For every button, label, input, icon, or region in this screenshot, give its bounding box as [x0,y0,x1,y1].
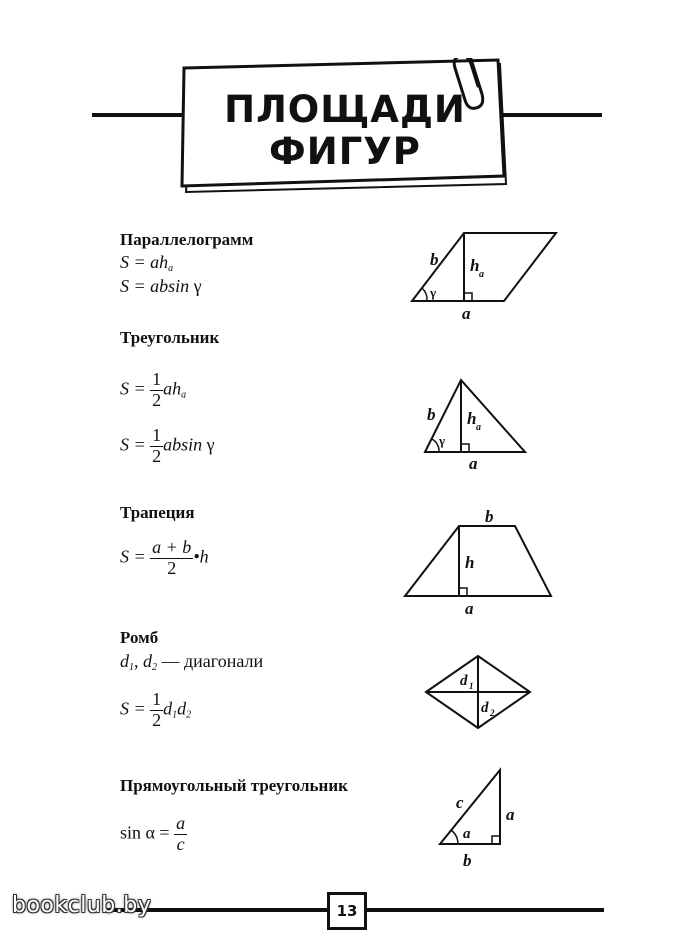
triangle-formula-2: S = $\frac{1}{2}$ absin γ [120,425,215,466]
parallelogram-label-b: b [430,250,439,269]
trapezoid-diagram [395,502,565,620]
rhombus-label-d1: d [460,673,468,689]
page-title-line1: ПЛОЩАДИ [224,88,466,131]
trapezoid-label-h: h [465,553,475,572]
page-number: 13 [327,892,367,930]
trapezoid-heading: Трапеция [120,503,195,522]
rhombus-label-d1-sub: 1 [469,681,474,691]
rhombus-label-d2-sub: 2 [490,708,495,718]
rhombus-diagram [420,652,540,734]
parallelogram-label-h: h [470,256,480,275]
triangle-label-a: a [469,454,478,473]
right-triangle-label-a-side: a [506,805,515,824]
triangle-label-h-sub: a [476,422,481,433]
right-triangle-diagram [430,764,530,874]
rhombus-formula: S = $\frac{1}{2}$ $d_1d_2$ [120,689,192,730]
parallelogram-formula-1: $S = ah_a$ [120,252,174,274]
trapezoid-label-b: b [485,507,494,526]
right-triangle-label-angle: a [463,826,471,842]
right-triangle-label-c: c [456,793,464,812]
triangle-formula-1: S = $\frac{1}{2}$ $ah_a$ [120,369,187,410]
page-title-line2: ФИГУР [269,130,421,173]
rhombus-heading: Ромб [120,628,159,647]
watermark-logo: bookclub.by [12,893,152,918]
triangle-diagram [415,372,535,477]
trapezoid-formula: S = $\frac{a + b}{2}$ •h [120,537,209,578]
right-triangle-heading: Прямоугольный треугольник [120,776,348,795]
right-triangle-formula: sin α = $\frac{a}{c}$ [120,813,186,854]
trapezoid-label-a: a [465,599,474,618]
parallelogram-heading: Параллелограмм [120,230,254,249]
parallelogram-diagram [400,225,570,325]
triangle-label-h: h [467,409,477,428]
triangle-heading: Треугольник [120,328,220,347]
parallelogram-label-h-sub: a [479,269,484,280]
triangle-label-angle: γ [439,433,446,448]
title-rule-left [92,113,192,117]
rhombus-label-d2: d [481,700,489,716]
title-rule-right [500,113,602,117]
parallelogram-formula-2: S = absin γ [120,276,202,296]
parallelogram-label-angle: γ [430,285,437,300]
right-triangle-label-b: b [463,851,472,870]
parallelogram-label-a: a [462,304,471,323]
triangle-label-b: b [427,405,436,424]
footer-rule-right [366,908,604,912]
rhombus-diagonals-note: $d_1$, $d_2$ — диагонали [120,651,264,673]
